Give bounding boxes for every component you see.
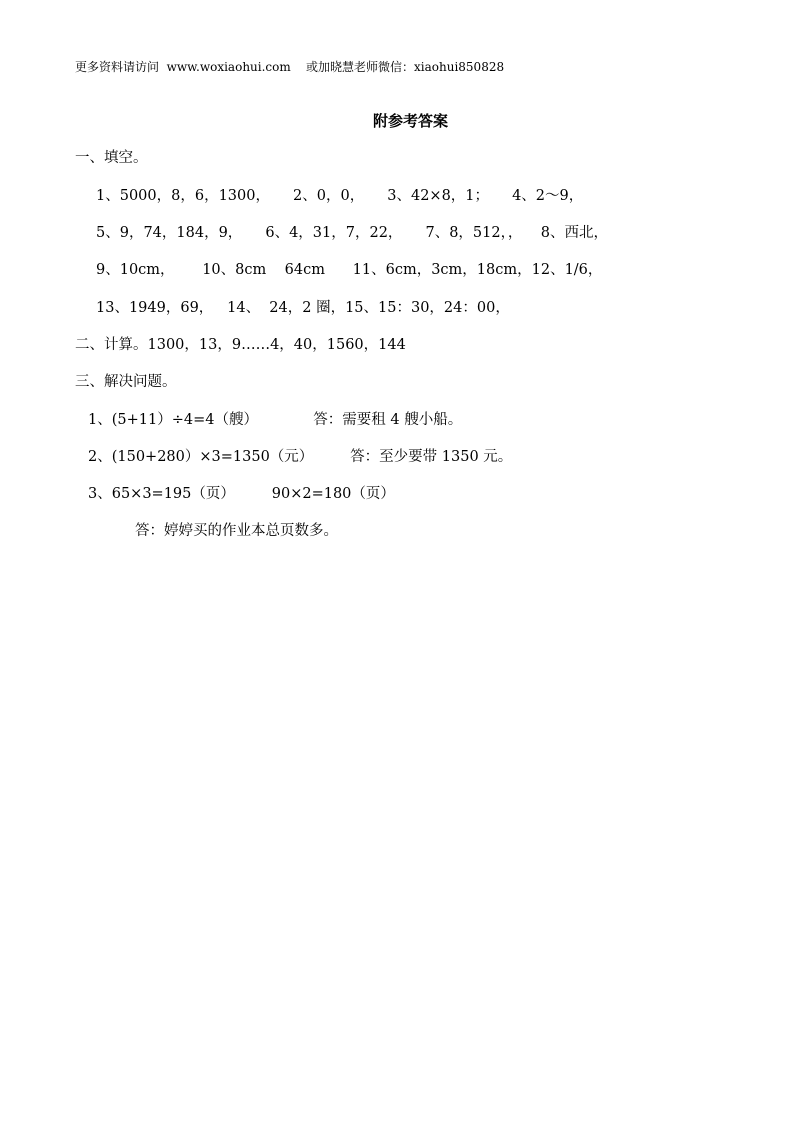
- section-1-line-1: 1、5000，8，6，1300， 2、0，0， 3、42×8，1； 4、2～9，: [96, 188, 584, 204]
- section-3-item-3: 3、65×3=195（页） 90×2=180（页）: [88, 486, 395, 502]
- section-3-item-2: 2、(150+280）×3=1350（元） 答：至少要带 1350 元。: [88, 449, 513, 465]
- section-3-item-1: 1、(5+11）÷4=4（艘） 答：需要租 4 艘小船。: [88, 412, 463, 428]
- section-3-final-answer: 答：婷婷买的作业本总页数多。: [135, 523, 338, 539]
- section-1-line-4: 13、1949，69， 14、 24，2 圈，15、15：30，24：00，: [96, 300, 510, 316]
- page-title: 附参考答案: [372, 112, 448, 130]
- section-2-line: 二、计算。1300，13，9……4，40，1560，144: [75, 337, 406, 353]
- section-3-heading: 三、解决问题。: [75, 374, 177, 390]
- section-1-line-2: 5、9，74，184，9， 6、4，31，7，22， 7、8，512，， 8、西北，: [96, 225, 609, 241]
- section-1-heading: 一、填空。: [75, 150, 148, 166]
- section-1-line-3: 9、10cm， 10、8cm 64cm 11、6cm，3cm，18cm，12、1/6，: [96, 262, 603, 278]
- page-header: 更多资料请访问 www.woxiaohui.com 或加晓慧老师微信：xiaohui850828: [75, 60, 505, 74]
